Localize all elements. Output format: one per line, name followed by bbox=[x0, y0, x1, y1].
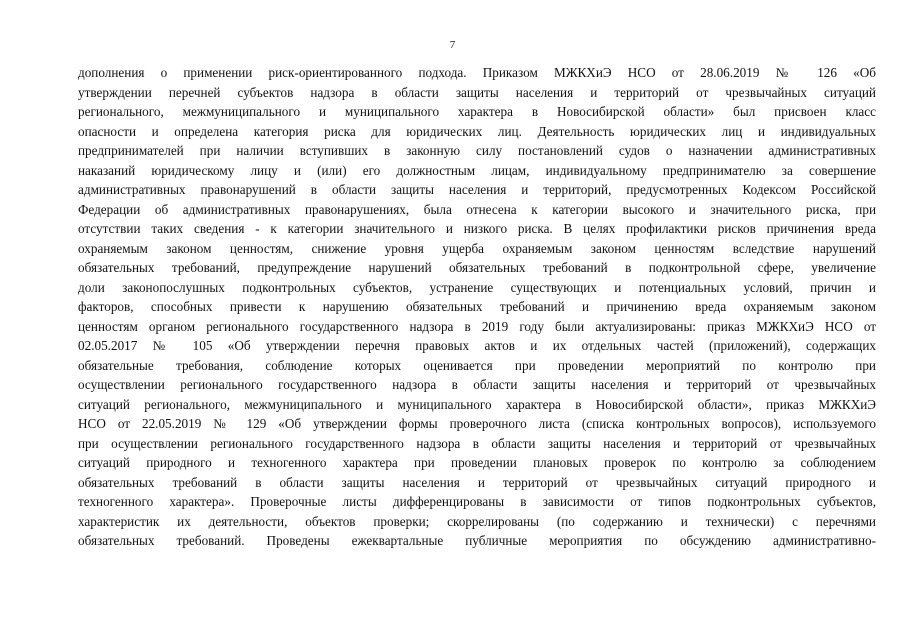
text-line: предпринимателей при наличии вступивших в законную силу постановлений судов о назначении административных bbox=[78, 143, 876, 158]
text-line: наказаний юридическому лицу и (или) его должностным лицам, индивидуальному предпринимателю за совершение bbox=[78, 162, 876, 178]
text-line: при осуществлении регионального государственного надзора в области защиты населения и территорий от чрезвычайных bbox=[78, 435, 876, 451]
text-line: доли законопослушных подконтрольных субъектов, устранение существующих и потенциальных условий, причин и bbox=[78, 279, 876, 295]
text-line: обязательные требования, соблюдение которых оценивается при проведении мероприятий по контролю при bbox=[78, 357, 876, 373]
text-line: 02.05.2017 № 105 «Об утверждении перечня правовых актов и их отдельных частей (приложений), содержащих bbox=[78, 338, 876, 353]
text-line: опасности и определена категория риска для юридических лиц. Деятельность юридических лиц и индивидуальных bbox=[78, 123, 876, 139]
text-line: Федерации об административных правонарушениях, была отнесена к категории высокого и значительного риска, при bbox=[78, 201, 876, 217]
text-line: ценностям органом регионального государственного надзора в 2019 году были актуализированы: приказ МЖКХиЭ НСО от bbox=[78, 318, 876, 334]
text-line: дополнения о применении риск-ориентированного подхода. Приказом МЖКХиЭ НСО от 28.06.2019 № 126 «Об bbox=[78, 65, 876, 80]
body-paragraph bbox=[78, 63, 876, 551]
text-line: отсутствии таких сведения - к категории значительного и низкого риска. В целях профилактики рисков причинения вреда bbox=[78, 221, 876, 236]
text-line: обязательных требований в области защиты населения и территорий от чрезвычайных ситуаций природного и bbox=[78, 474, 876, 490]
text-line: техногенного характера». Проверочные листы дифференцированы в зависимости от типов подконтрольных субъектов, bbox=[78, 494, 876, 509]
text-line: характеристик их деятельности, объектов проверки; скоррелированы (по содержанию и технически) с перечнями bbox=[78, 513, 876, 529]
text-line: НСО от 22.05.2019 № 129 «Об утверждении формы проверочного листа (списка контрольных вопросов), используемого bbox=[78, 416, 876, 431]
page-number: 7 bbox=[449, 39, 456, 51]
text-line: осуществлении регионального государственного надзора в области защиты населения и территорий от чрезвычайных bbox=[78, 377, 876, 392]
text-line: ситуаций регионального, межмуниципального и муниципального характера в Новосибирской области», приказ МЖКХиЭ bbox=[78, 396, 876, 412]
text-line: факторов, способных привести к нарушению обязательных требований и причинению вреда охраняемым законом bbox=[78, 299, 876, 314]
text-line: обязательных требований. Проведены ежеквартальные публичные мероприятия по обсуждению административно- bbox=[78, 533, 876, 548]
text-line: охраняемым законом ценностям, снижение уровня ущерба охраняемым законом ценностям вследствие нарушений bbox=[78, 240, 876, 256]
text-line: регионального, межмуниципального и муниципального характера в Новосибирской области» был присвоен класс bbox=[78, 104, 876, 119]
text-line: ситуаций природного и техногенного характера при проведении плановых проверок по контролю за соблюдением bbox=[78, 455, 876, 470]
text-line: обязательных требований, предупреждение нарушений обязательных требований в подконтрольной сфере, увеличение bbox=[78, 260, 876, 275]
text-line: утверждении перечней субъектов надзора в области защиты населения и территорий от чрезвычайных ситуаций bbox=[78, 84, 876, 100]
text-line: административных правонарушений в области защиты населения и территорий, предусмотренных Кодексом Российской bbox=[78, 182, 876, 197]
